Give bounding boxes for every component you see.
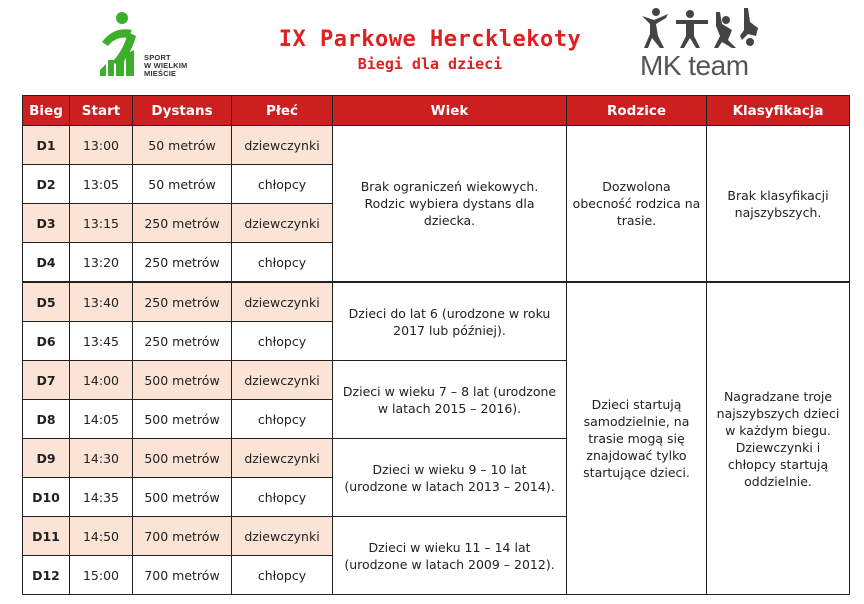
cell-bieg: D10 <box>23 478 70 517</box>
cell-start: 15:00 <box>70 556 133 595</box>
cell-bieg: D8 <box>23 400 70 439</box>
cell-dystans: 50 metrów <box>133 165 232 204</box>
cell-start: 14:00 <box>70 361 133 400</box>
cell-plec: chłopcy <box>232 556 333 595</box>
cell-bieg: D5 <box>23 282 70 322</box>
cell-klasyfikacja-bottom: Nagradzane troje najszybszych dzieci w każdym biegu. Dziewczynki i chłopcy startują oddzielnie. <box>707 282 850 595</box>
header-plec: Płeć <box>232 96 333 126</box>
cell-dystans: 500 metrów <box>133 478 232 517</box>
cell-bieg: D12 <box>23 556 70 595</box>
sport-logo <box>98 10 208 76</box>
cell-bieg: D11 <box>23 517 70 556</box>
cell-plec: chłopcy <box>232 478 333 517</box>
cell-plec: chłopcy <box>232 400 333 439</box>
header-rodzice: Rodzice <box>567 96 707 126</box>
sport-logo-text: SPORT W WIELKIM MIEŚCIE <box>144 53 188 78</box>
cell-start: 14:50 <box>70 517 133 556</box>
cell-plec: dziewczynki <box>232 517 333 556</box>
cell-start: 13:00 <box>70 126 133 165</box>
table-row <box>23 126 850 165</box>
cell-dystans: 500 metrów <box>133 439 232 478</box>
cell-bieg: D2 <box>23 165 70 204</box>
cell-dystans: 250 metrów <box>133 204 232 243</box>
cell-dystans: 250 metrów <box>133 282 232 322</box>
page-subtitle: Biegi dla dzieci <box>357 55 503 73</box>
cell-wiek-group-5: Dzieci w wieku 11 – 14 lat (urodzone w latach 2009 – 2012). <box>333 517 567 595</box>
mk-team-text: MK team <box>640 50 749 81</box>
cell-klasyfikacja-top: Brak klasyfikacji najszybszych. <box>707 126 850 283</box>
cell-bieg: D7 <box>23 361 70 400</box>
cell-wiek-group-1: Brak ograniczeń wiekowych. Rodzic wybiera dystans dla dziecka. <box>333 126 567 283</box>
cell-bieg: D9 <box>23 439 70 478</box>
cell-start: 13:15 <box>70 204 133 243</box>
cell-start: 13:45 <box>70 322 133 361</box>
cell-wiek-group-2: Dzieci do lat 6 (urodzone w roku 2017 lub później). <box>333 282 567 361</box>
header-wiek: Wiek <box>333 96 567 126</box>
cell-bieg: D4 <box>23 243 70 283</box>
cell-dystans: 700 metrów <box>133 556 232 595</box>
cell-plec: chłopcy <box>232 322 333 361</box>
header-bieg: Bieg <box>23 96 70 126</box>
cell-rodzice-top: Dozwolona obecność rodzica na trasie. <box>567 126 707 283</box>
cell-plec: dziewczynki <box>232 204 333 243</box>
header-dystans: Dystans <box>133 96 232 126</box>
cell-plec: chłopcy <box>232 243 333 283</box>
cell-plec: dziewczynki <box>232 282 333 322</box>
cell-dystans: 500 metrów <box>133 361 232 400</box>
cell-dystans: 50 metrów <box>133 126 232 165</box>
cell-bieg: D3 <box>23 204 70 243</box>
cell-start: 14:05 <box>70 400 133 439</box>
header-klasyfikacja: Klasyfikacja <box>707 96 850 126</box>
cell-wiek-group-4: Dzieci w wieku 9 – 10 lat (urodzone w latach 2013 – 2014). <box>333 439 567 517</box>
cell-plec: dziewczynki <box>232 126 333 165</box>
page-header <box>0 0 864 94</box>
mk-team-logo <box>636 6 766 80</box>
cell-start: 14:30 <box>70 439 133 478</box>
cell-plec: dziewczynki <box>232 361 333 400</box>
cell-wiek-group-3: Dzieci w wieku 7 – 8 lat (urodzone w latach 2015 – 2016). <box>333 361 567 439</box>
athletes-icon <box>636 6 766 52</box>
cell-dystans: 700 metrów <box>133 517 232 556</box>
schedule-table <box>22 95 850 595</box>
header-start: Start <box>70 96 133 126</box>
cell-dystans: 500 metrów <box>133 400 232 439</box>
cell-start: 13:20 <box>70 243 133 283</box>
cell-start: 13:40 <box>70 282 133 322</box>
cell-rodzice-bottom: Dzieci startują samodzielnie, na trasie mogą się znajdować tylko startujące dzieci. <box>567 282 707 595</box>
cell-start: 14:35 <box>70 478 133 517</box>
cell-plec: chłopcy <box>232 165 333 204</box>
table-row <box>23 282 850 322</box>
cell-dystans: 250 metrów <box>133 322 232 361</box>
page-title: IX Parkowe Hercklekoty <box>278 27 582 52</box>
cell-bieg: D1 <box>23 126 70 165</box>
cell-start: 13:05 <box>70 165 133 204</box>
cell-plec: dziewczynki <box>232 439 333 478</box>
table-header-row <box>23 96 850 126</box>
cell-dystans: 250 metrów <box>133 243 232 283</box>
cell-bieg: D6 <box>23 322 70 361</box>
title-block <box>240 26 620 74</box>
